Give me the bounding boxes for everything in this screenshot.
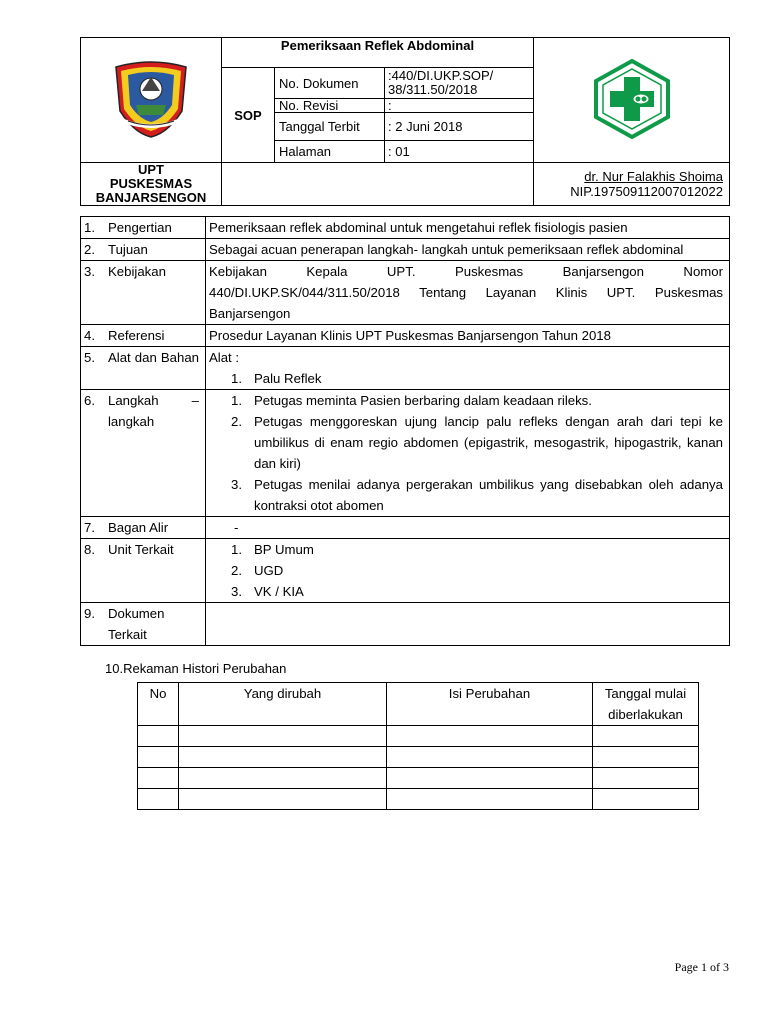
section-row [81, 347, 730, 390]
sop-content-table [80, 216, 730, 646]
section-row [81, 217, 730, 239]
section-content [206, 539, 730, 603]
section-label: 5. Alat dan Bahan [81, 347, 206, 390]
section-text: - [206, 517, 730, 539]
regency-crest-icon [108, 59, 194, 139]
section-label: 2. Tujuan [81, 239, 206, 261]
section-label: 6. Langkah – langkah [81, 390, 206, 517]
item-list [209, 539, 723, 602]
section-label: 9. Dokumen Terkait [81, 603, 206, 646]
list-item: 1. BP Umum [231, 542, 314, 557]
crest-cell [81, 38, 222, 163]
item-list [209, 390, 723, 516]
table-row [138, 768, 699, 789]
revision-label: No. Revisi [275, 99, 385, 113]
page-number: Page 1 of 3 [674, 960, 729, 974]
page-label: Halaman [275, 141, 385, 163]
list-item: 1. Petugas meminta Pasien berbaring dalam keadaan rileks. [231, 393, 592, 408]
page-value: : 01 [385, 141, 534, 163]
section-label: 1. Pengertian [81, 217, 206, 239]
section-text: Kebijakan Kepala UPT. Puskesmas Banjarsengon Nomor 440/DI.UKP.SK/044/311.50/2018 Tentang Layanan Klinis UPT. Puskesmas Banjarsengon [206, 261, 730, 325]
section-content [206, 347, 730, 390]
section-row [81, 603, 730, 646]
section-row [81, 239, 730, 261]
col-header: Tanggal mulai diberlakukan [593, 683, 699, 726]
puskesmas-cross-logo-icon [590, 59, 674, 139]
signer-nip: NIP.197509112007012022 [570, 184, 723, 199]
doc-number-label: No. Dokumen [275, 68, 385, 99]
org-line-3: BANJARSENGON [95, 190, 207, 205]
signer-name: dr. Nur Falakhis Shoima [584, 169, 723, 184]
blank-cell [222, 163, 534, 206]
doc-number-value: :440/DI.UKP.SOP/ 38/311.50/2018 [385, 68, 534, 99]
list-item: 1. Palu Reflek [231, 371, 322, 386]
col-header: No [138, 683, 179, 726]
list-item: 3. VK / KIA [231, 584, 304, 599]
section-row [81, 390, 730, 517]
section-label: 8. Unit Terkait [81, 539, 206, 603]
section-text: Prosedur Layanan Klinis UPT Puskesmas Banjarsengon Tahun 2018 [206, 325, 730, 347]
sop-header-table [80, 37, 730, 206]
section-label: 7. Bagan Alir [81, 517, 206, 539]
sop-label: SOP [222, 68, 275, 163]
issue-date-value: : 2 Juni 2018 [385, 113, 534, 141]
section-text: Pemeriksaan reflek abdominal untuk mengetahui reflek fisiologis pasien [206, 217, 730, 239]
col-header: Isi Perubahan [387, 683, 593, 726]
signer-cell [534, 163, 730, 206]
sop-title: Pemeriksaan Reflek Abdominal [222, 38, 534, 68]
section-label: 4. Referensi [81, 325, 206, 347]
section-row [81, 517, 730, 539]
revision-header-row [138, 683, 699, 726]
org-line-1: UPT [138, 162, 164, 177]
revision-value: : [385, 99, 534, 113]
list-item: 2. UGD [231, 563, 284, 578]
section-row [81, 539, 730, 603]
section-content [206, 390, 730, 517]
section-text [206, 603, 730, 646]
issue-date-label: Tanggal Terbit [275, 113, 385, 141]
table-row [138, 726, 699, 747]
org-line-2: PUSKESMAS [109, 176, 193, 191]
section-label: 3. Kebijakan [81, 261, 206, 325]
revision-table [137, 682, 699, 810]
col-header: Yang dirubah [179, 683, 387, 726]
organization-name [81, 163, 222, 206]
table-row [138, 747, 699, 768]
table-row [138, 789, 699, 810]
item-list [209, 368, 723, 389]
puskesmas-logo-cell [534, 38, 730, 163]
section-row [81, 261, 730, 325]
revision-heading: 10.Rekaman Histori Perubahan [105, 661, 287, 676]
list-item: 3. Petugas menilai adanya pergerakan umbilikus yang disebabkan oleh adanya kontraksi otot abomen [231, 477, 723, 513]
section-row [81, 325, 730, 347]
list-item: 2. Petugas menggoreskan ujung lancip palu refleks dengan arah dari tepi ke umbilikus di enam regio abdomen (epigastrik, mesogastrik, hipogastrik, kanan dan kiri) [231, 414, 723, 471]
section-intro: Alat : [209, 350, 240, 365]
section-text: Sebagai acuan penerapan langkah- langkah untuk pemeriksaan reflek abdominal [206, 239, 730, 261]
